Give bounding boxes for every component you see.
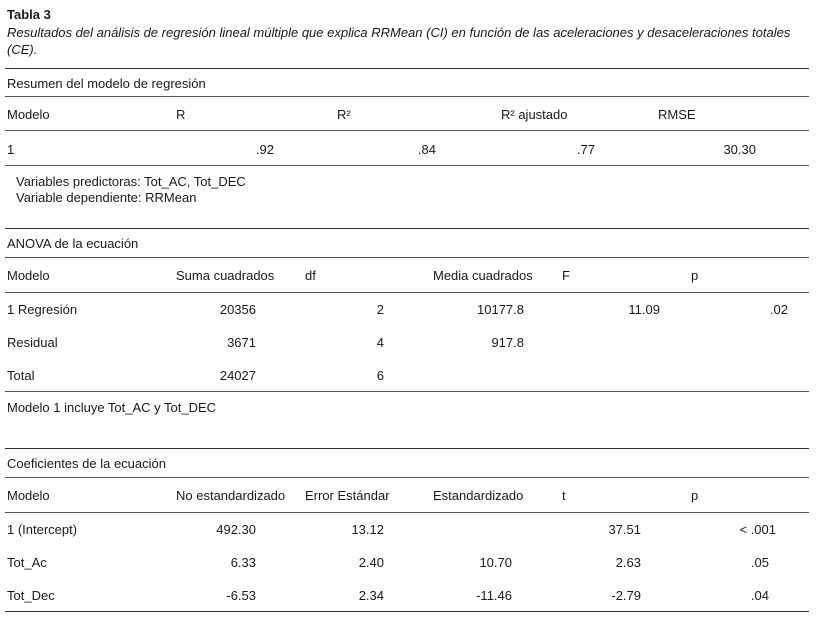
summary-header-r2-adj: R² ajustado [501, 107, 568, 122]
anova-row-1-ss: 20356 [219, 302, 256, 317]
anova-header-ms: Media cuadrados [433, 268, 533, 283]
summary-header-r: R [176, 107, 186, 122]
divider [5, 96, 809, 97]
summary-cell-r2-adj: .77 [576, 142, 595, 157]
summary-header-r2: R² [337, 107, 351, 122]
summary-cell-modelo: 1 [7, 142, 15, 157]
anova-header-df: df [305, 268, 316, 283]
coef-row-2-p: .05 [750, 555, 769, 570]
divider [5, 477, 809, 478]
coef-header-p: p [691, 488, 699, 503]
coef-row-3-p: .04 [750, 588, 769, 603]
coef-header-unstd: No estandardizado [176, 488, 286, 503]
coef-row-2-std: 10.70 [479, 555, 512, 570]
coef-row-1-unstd: 492.30 [216, 522, 256, 537]
divider [5, 165, 809, 166]
coef-row-2-model: Tot_Ac [7, 555, 47, 570]
divider [5, 512, 809, 513]
anova-row-2-ss: 3671 [227, 335, 256, 350]
summary-note-predictors: Variables predictoras: Tot_AC, Tot_DEC [16, 174, 246, 189]
divider [5, 68, 809, 69]
anova-row-1-df: 2 [376, 302, 384, 317]
summary-header-rmse: RMSE [658, 107, 696, 122]
anova-row-1-model: 1 Regresión [7, 302, 78, 317]
section-title-anova: ANOVA de la ecuación [7, 236, 139, 251]
anova-row-1-ms: 10177.8 [477, 302, 524, 317]
anova-header-ss: Suma cuadrados [176, 268, 275, 283]
coef-header-t: t [562, 488, 566, 503]
anova-row-2-df: 4 [376, 335, 384, 350]
coef-row-1-model: 1 (Intercept) [7, 522, 78, 537]
anova-header-modelo: Modelo [7, 268, 50, 283]
anova-row-3-ss: 24027 [219, 368, 256, 383]
coef-row-2-unstd: 6.33 [230, 555, 256, 570]
summary-note-dependent: Variable dependiente: RRMean [16, 190, 197, 205]
summary-cell-rmse: 30.30 [723, 142, 756, 157]
coef-header-se: Error Estándar [305, 488, 390, 503]
anova-row-2-model: Residual [7, 335, 58, 350]
section-title-summary: Resumen del modelo de regresión [7, 76, 206, 91]
coef-row-3-model: Tot_Dec [7, 588, 55, 603]
coef-row-3-t: -2.79 [611, 588, 641, 603]
coef-row-2-se: 2.40 [358, 555, 384, 570]
coef-row-3-unstd: -6.53 [226, 588, 256, 603]
anova-header-p: p [691, 268, 699, 283]
divider [5, 228, 809, 229]
divider [5, 130, 809, 131]
divider [5, 391, 809, 392]
divider [5, 448, 809, 449]
anova-note: Modelo 1 incluye Tot_AC y Tot_DEC [7, 400, 217, 415]
coef-header-modelo: Modelo [7, 488, 50, 503]
summary-header-modelo: Modelo [7, 107, 50, 122]
anova-row-3-df: 6 [376, 368, 384, 383]
coef-row-1-p: < .001 [739, 522, 776, 537]
anova-row-3-model: Total [7, 368, 35, 383]
coef-row-3-std: -11.46 [476, 588, 512, 603]
anova-row-1-f: 11.09 [628, 302, 660, 317]
divider [5, 611, 809, 612]
section-title-coefficients: Coeficientes de la ecuación [7, 456, 166, 471]
coef-row-2-t: 2.63 [615, 555, 641, 570]
table-caption-title: Tabla 3 [7, 7, 51, 22]
coef-row-3-se: 2.34 [358, 588, 384, 603]
summary-cell-r2: .84 [417, 142, 436, 157]
coef-row-1-se: 13.12 [351, 522, 384, 537]
coef-row-1-t: 37.51 [608, 522, 641, 537]
anova-row-1-p: .02 [769, 302, 788, 317]
divider [5, 257, 809, 258]
table-caption-subtitle: Resultados del análisis de regresión lineal múltiple que explica RRMean (CI) en función de las aceleraciones y desaceleraciones totales (CE). [7, 25, 791, 57]
anova-row-2-ms: 917.8 [491, 335, 524, 350]
summary-cell-r: .92 [255, 142, 274, 157]
anova-header-f: F [562, 268, 570, 283]
coef-header-std: Estandardizado [433, 488, 524, 503]
divider [5, 292, 809, 293]
